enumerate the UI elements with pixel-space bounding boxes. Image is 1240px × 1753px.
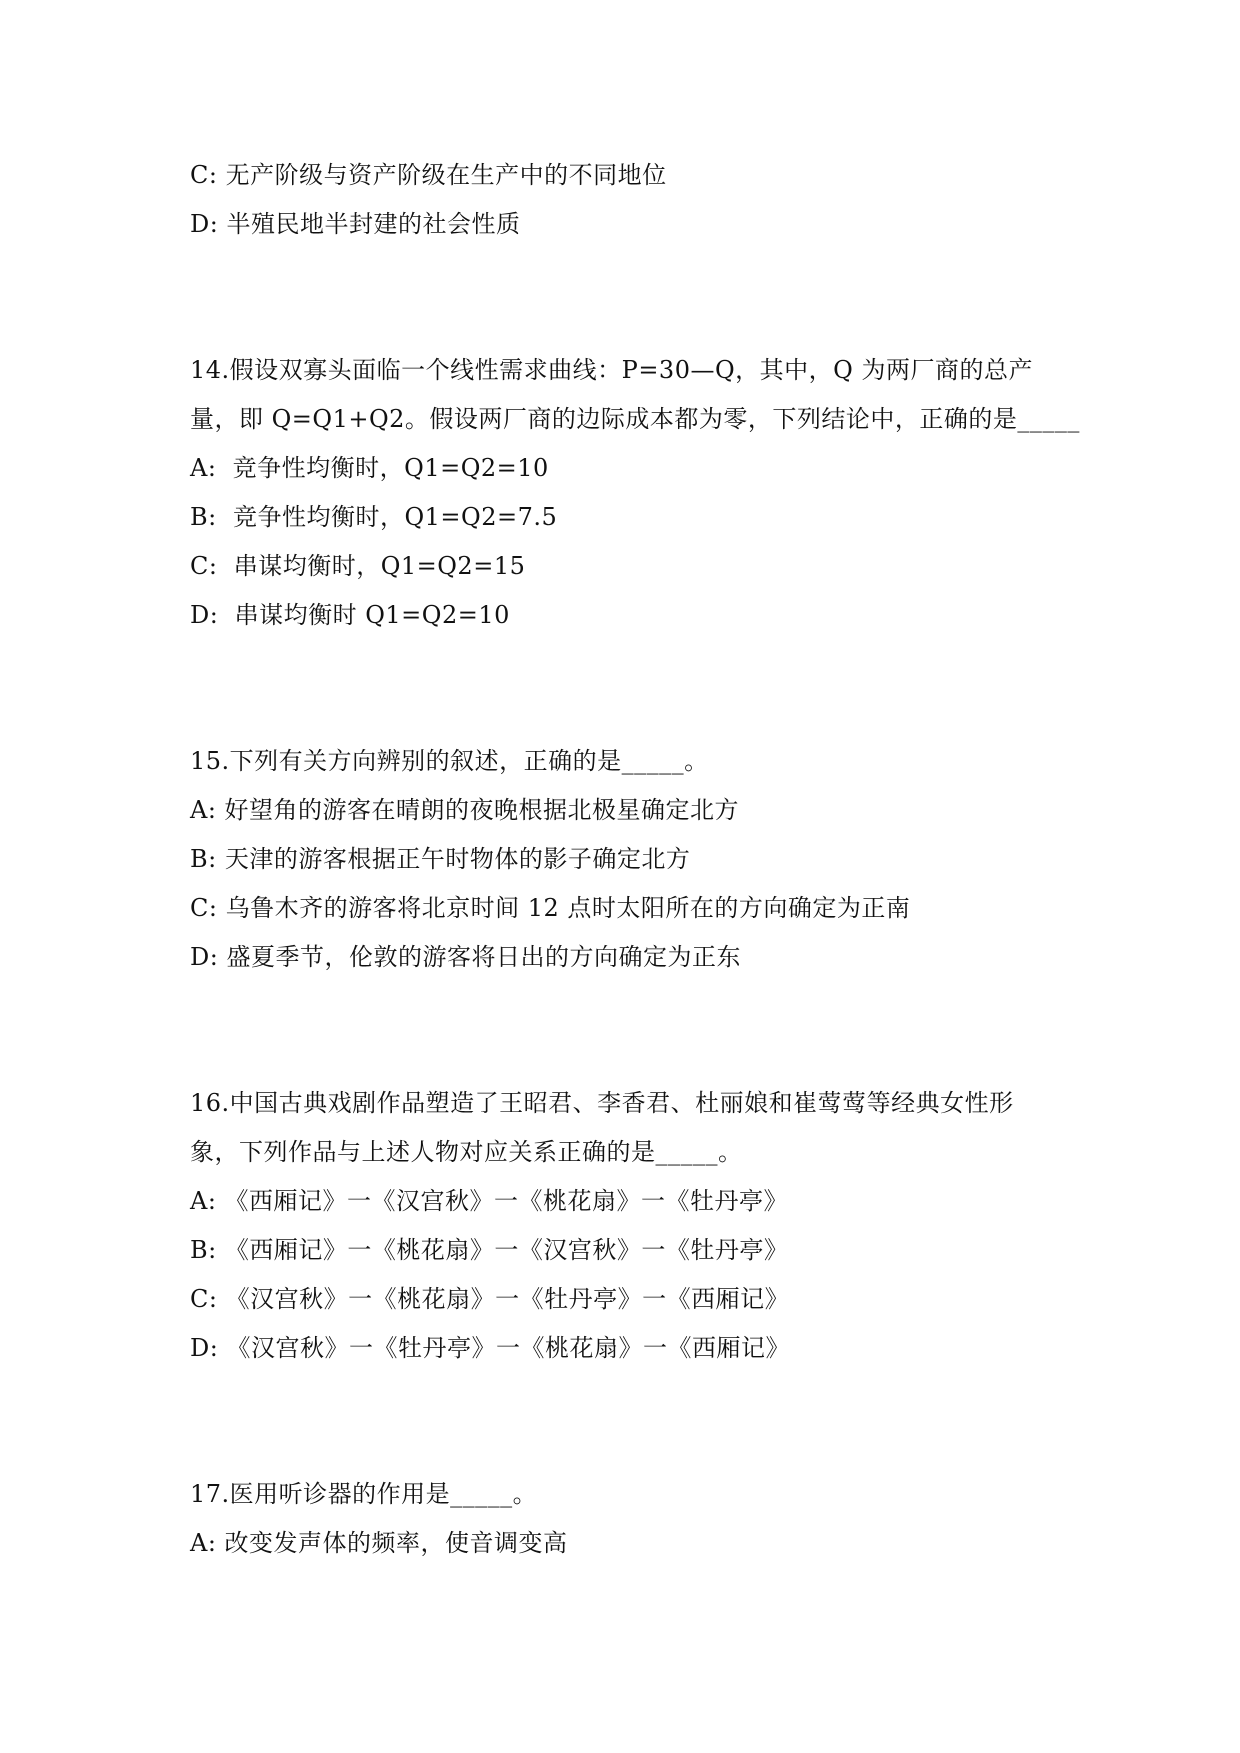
q14-stem-line1: 14.假设双寡头面临一个线性需求曲线：P=30—Q，其中，Q 为两厂商的总产 [190, 356, 1033, 384]
q15-stem: 15.下列有关方向辨别的叙述，正确的是_____。 [190, 747, 709, 775]
q13-option-c: C: 无产阶级与资产阶级在生产中的不同地位 [190, 161, 667, 189]
q14-stem-line2: 量，即 Q=Q1+Q2。假设两厂商的边际成本都为零，下列结论中，正确的是_____ [190, 405, 1080, 433]
q14-option-a: A: 竞争性均衡时，Q1=Q2=10 [190, 454, 549, 482]
q14-option-b: B: 竞争性均衡时，Q1=Q2=7.5 [190, 503, 558, 531]
q17-stem: 17.医用听诊器的作用是_____。 [190, 1480, 538, 1508]
q16-stem-line1: 16.中国古典戏剧作品塑造了王昭君、李香君、杜丽娘和崔莺莺等经典女性形 [190, 1089, 1014, 1117]
q16-stem-line2: 象，下列作品与上述人物对应关系正确的是_____。 [190, 1138, 743, 1166]
q16-option-b: B: 《西厢记》一《桃花扇》一《汉宫秋》一《牡丹亭》 [190, 1236, 789, 1264]
q15-option-d: D: 盛夏季节，伦敦的游客将日出的方向确定为正东 [190, 943, 741, 971]
q14-option-d: D: 串谋均衡时 Q1=Q2=10 [190, 601, 510, 629]
q15-option-b: B: 天津的游客根据正午时物体的影子确定北方 [190, 845, 691, 873]
q13-option-d: D: 半殖民地半封建的社会性质 [190, 210, 521, 238]
q16-option-d: D: 《汉宫秋》一《牡丹亭》一《桃花扇》一《西厢记》 [190, 1334, 790, 1362]
q15-option-c: C: 乌鲁木齐的游客将北京时间 12 点时太阳所在的方向确定为正南 [190, 894, 911, 922]
q17-option-a: A: 改变发声体的频率，使音调变高 [190, 1529, 568, 1557]
q16-option-c: C: 《汉宫秋》一《桃花扇》一《牡丹亭》一《西厢记》 [190, 1285, 790, 1313]
q15-option-a: A: 好望角的游客在晴朗的夜晚根据北极星确定北方 [190, 796, 740, 824]
q16-option-a: A: 《西厢记》一《汉宫秋》一《桃花扇》一《牡丹亭》 [190, 1187, 789, 1215]
q14-option-c: C: 串谋均衡时，Q1=Q2=15 [190, 552, 526, 580]
